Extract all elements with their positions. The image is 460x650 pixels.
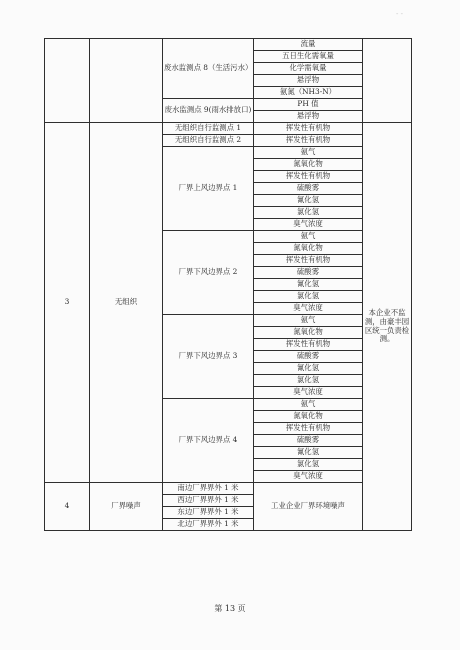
item-cell: 氮氧化物 (254, 159, 363, 171)
item-cell: 氨氮（NH3-N） (254, 87, 363, 99)
item-cell: PH 值 (254, 99, 363, 111)
item-cell: 臭气浓度 (254, 219, 363, 231)
point-self-1: 无组织自行监测点 1 (163, 123, 254, 135)
item-cell: 氰化氢 (254, 195, 363, 207)
monitoring-table (44, 38, 412, 531)
category-noise: 厂界噪声 (90, 483, 163, 531)
item-cell: 氮氧化物 (254, 327, 363, 339)
point-noise: 东边厂界界外 1 米 (163, 507, 254, 519)
point-boundary-3: 厂界下风边界点 3 (163, 315, 254, 399)
row-number-3: 3 (45, 123, 90, 483)
item-cell: 氯化氢 (254, 375, 363, 387)
row-number-4: 4 (45, 483, 90, 531)
item-cell: 氨气 (254, 315, 363, 327)
item-cell: 挥发性有机物 (254, 171, 363, 183)
point-boundary-4: 厂界下风边界点 4 (163, 399, 254, 483)
point-self-2: 无组织自行监测点 2 (163, 135, 254, 147)
item-cell: 氰化氢 (254, 447, 363, 459)
item-cell: 氨气 (254, 147, 363, 159)
item-cell: 悬浮物 (254, 75, 363, 87)
point-wastewater-8: 废水监测点 8（生活污水） (163, 39, 254, 99)
item-cell: 悬浮物 (254, 111, 363, 123)
item-cell: 氮氧化物 (254, 243, 363, 255)
item-cell: 氯化氢 (254, 291, 363, 303)
item-cell: 臭气浓度 (254, 471, 363, 483)
item-cell: 氰化氢 (254, 363, 363, 375)
item-cell: 臭气浓度 (254, 387, 363, 399)
cell-no-blank (45, 39, 90, 123)
item-cell: 氯化氢 (254, 207, 363, 219)
item-cell: 硫酸雾 (254, 267, 363, 279)
item-cell: 挥发性有机物 (254, 423, 363, 435)
item-cell: 氨气 (254, 399, 363, 411)
item-cell: 氰化氢 (254, 279, 363, 291)
note-cell: 本企业不监测，由豪丰园区统一负责检测。 (363, 123, 412, 531)
point-boundary-2: 厂界下风边界点 2 (163, 231, 254, 315)
point-boundary-1: 厂界上风边界点 1 (163, 147, 254, 231)
point-rainwater-9: 废水监测点 9(雨水排放口) (163, 99, 254, 123)
item-cell: 挥发性有机物 (254, 339, 363, 351)
item-cell: 硫酸雾 (254, 183, 363, 195)
item-cell: 化学需氧量 (254, 63, 363, 75)
item-cell: 臭气浓度 (254, 303, 363, 315)
item-cell: 硫酸雾 (254, 351, 363, 363)
item-cell: 流量 (254, 39, 363, 51)
item-cell: 硫酸雾 (254, 435, 363, 447)
cell-type-blank (90, 39, 163, 123)
item-cell: 挥发性有机物 (254, 255, 363, 267)
item-cell: 挥发性有机物 (254, 123, 363, 135)
item-cell: 挥发性有机物 (254, 135, 363, 147)
page-number: 第 13 页 (214, 604, 246, 613)
item-cell: 氮氧化物 (254, 411, 363, 423)
item-cell: 氨气 (254, 231, 363, 243)
item-cell: 五日生化需氧量 (254, 51, 363, 63)
item-noise: 工业企业厂界环境噪声 (254, 483, 363, 531)
point-noise: 南边厂界界外 1 米 (163, 483, 254, 495)
cell-note-blank (363, 39, 412, 123)
corner-mark: - - (396, 10, 403, 18)
point-noise: 北边厂界界外 1 米 (163, 519, 254, 531)
category-unorganized: 无组织 (90, 123, 163, 483)
point-noise: 西边厂界界外 1 米 (163, 495, 254, 507)
item-cell: 氯化氢 (254, 459, 363, 471)
